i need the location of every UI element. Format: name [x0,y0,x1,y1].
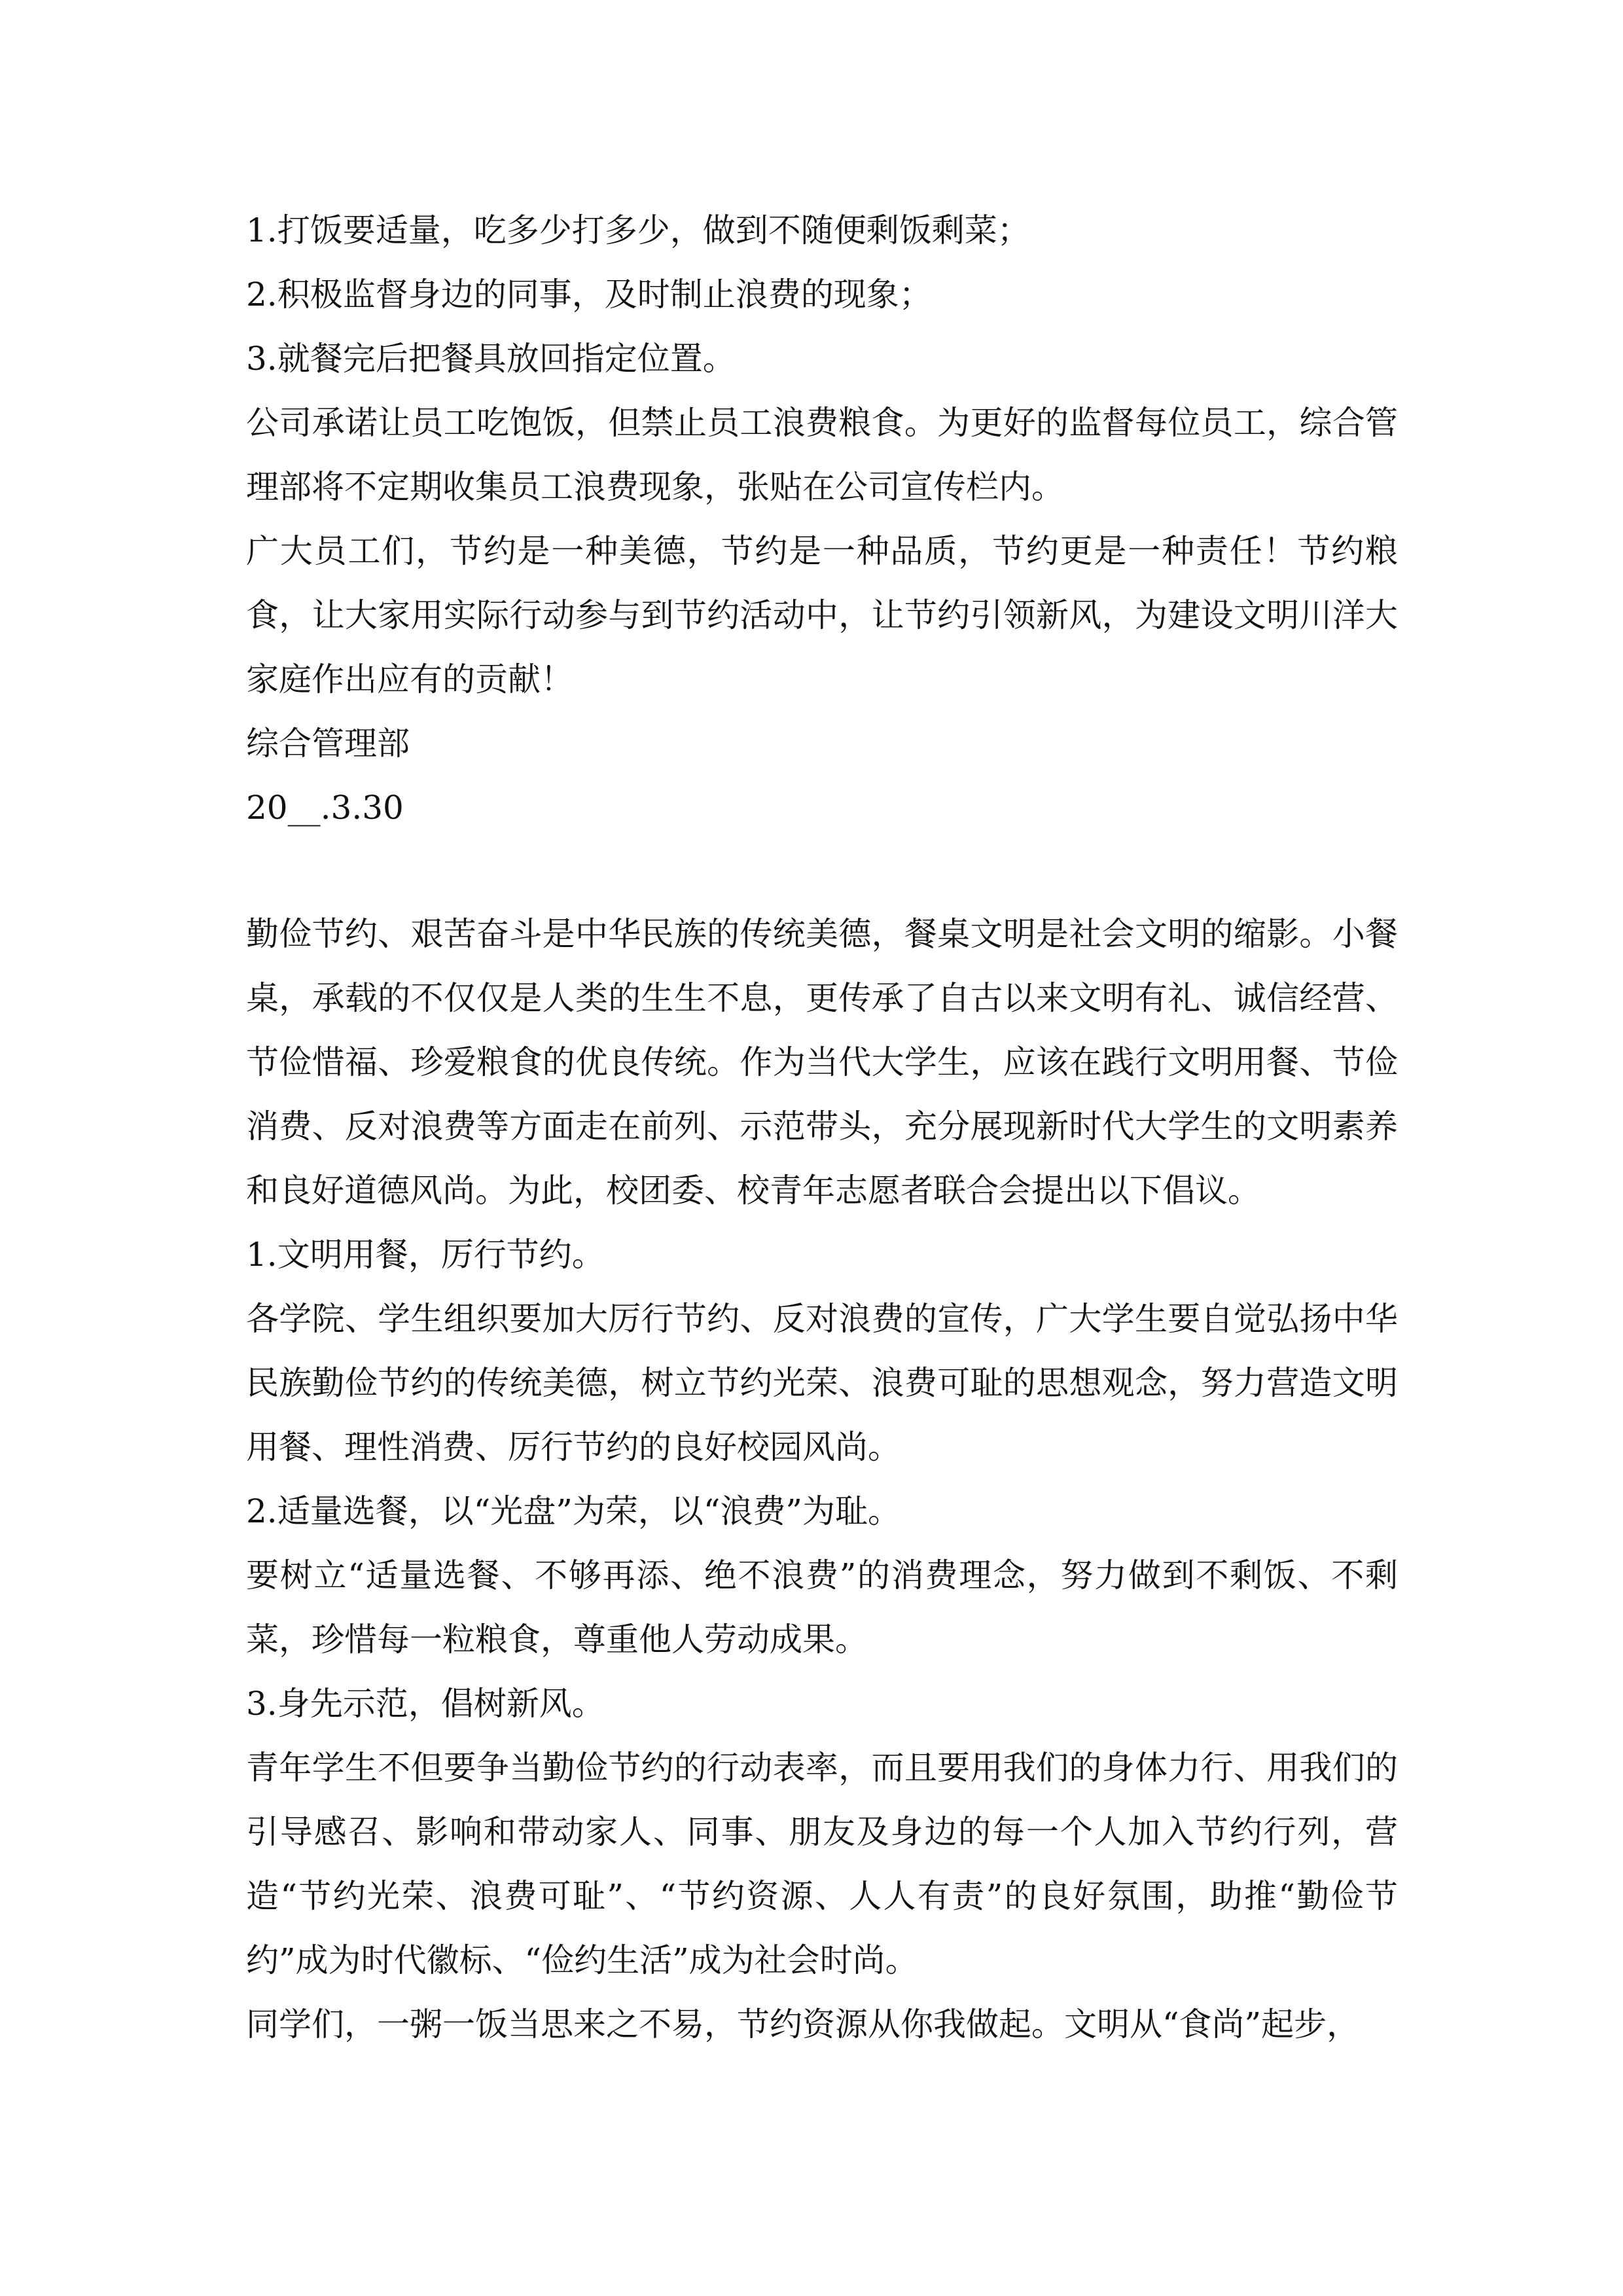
section-company-initiative [246,198,1398,840]
list-item: 3.就餐完后把餐具放回指定位置。 [246,340,736,378]
closing-paragraph: 同学们，一粥一饭当思来之不易，节约资源从你我做起。文明从“食尚”起步， [246,2005,1360,2043]
point-body: 要树立“适量选餐、不够再添、绝不浪费”的消费理念，努力做到不剩饭、不剩菜，珍惜每一粒粮食，尊重他人劳动成果。 [246,1556,1398,1659]
signature-department: 综合管理部 [246,725,410,762]
list-item: 1.打饭要适量，吃多少打多少，做到不随便剩饭剩菜； [246,211,1030,249]
intro-paragraph: 勤俭节约、艰苦奋斗是中华民族的传统美德，餐桌文明是社会文明的缩影。小餐桌，承载的不仅仅是人类的生生不息，更传承了自古以来文明有礼、诚信经营、节俭惜福、珍爱粮食的优良传统。作为当代大学生，应该在践行文明用餐、节俭消费、反对浪费等方面走在前列、示范带头，充分展现新时代大学生的文明素养和良好道德风尚。为此，校团委、校青年志愿者联合会提出以下倡议。 [246,915,1398,1210]
document-date: 20__.3.30 [246,789,404,827]
point-title: 3.身先示范，倡树新风。 [246,1685,605,1723]
point-title: 1.文明用餐，厉行节约。 [246,1236,605,1274]
list-item: 2.积极监督身边的同事，及时制止浪费的现象； [246,276,932,314]
company-commitment-paragraph: 公司承诺让员工吃饱饭，但禁止员工浪费粮食。为更好的监督每位员工，综合管理部将不定期收集员工浪费现象，张贴在公司宣传栏内。 [246,404,1398,506]
point-body: 青年学生不但要争当勤俭节约的行动表率，而且要用我们的身体力行、用我们的引导感召、影响和带动家人、同事、朋友及身边的每一个人加入节约行列，营造“节约光荣、浪费可耻”、“节约资源、人人有责”的良好氛围，助推“勤俭节约”成为时代徽标、“俭约生活”成为社会时尚。 [246,1749,1398,1979]
point-body: 各学院、学生组织要加大厉行节约、反对浪费的宣传，广大学生要自觉弘扬中华民族勤俭节约的传统美德，树立节约光荣、浪费可耻的思想观念，努力营造文明用餐、理性消费、厉行节约的良好校园风尚。 [246,1300,1398,1466]
section-student-initiative [246,902,1398,2056]
employee-appeal-paragraph: 广大员工们，节约是一种美德，节约是一种品质，节约更是一种责任！节约粮食，让大家用实际行动参与到节约活动中，让节约引领新风，为建设文明川洋大家庭作出应有的贡献！ [246,532,1398,698]
point-title: 2.适量选餐，以“光盘”为荣，以“浪费”为耻。 [246,1492,901,1530]
